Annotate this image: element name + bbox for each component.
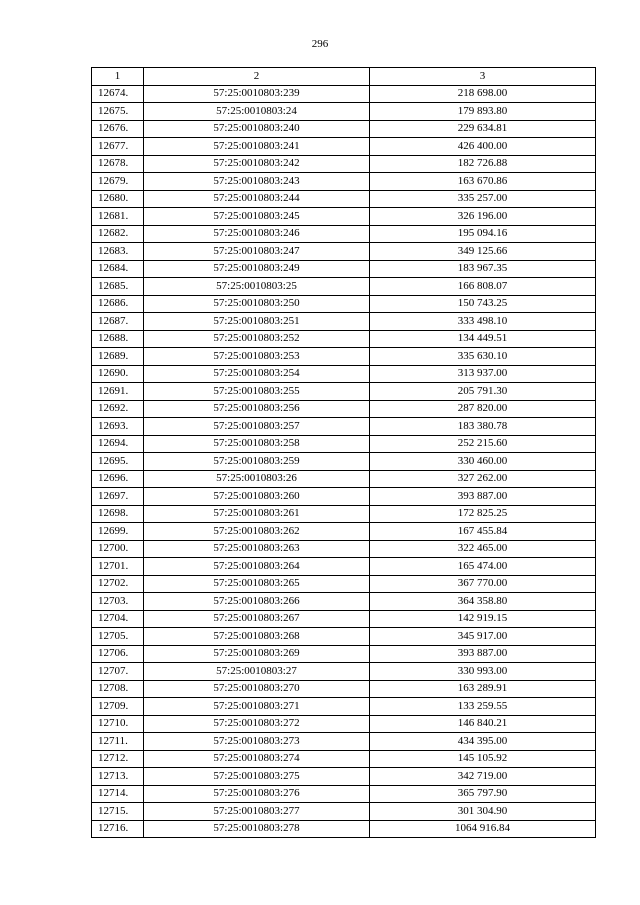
cadastral-value-table [91,67,596,838]
table-row [92,558,596,576]
value-cell: 367 770.00 [370,575,596,593]
row-number-cell: 12687. [92,313,144,331]
cadastral-number-cell: 57:25:0010803:249 [144,260,370,278]
table-row [92,225,596,243]
cadastral-number-cell: 57:25:0010803:240 [144,120,370,138]
row-number-cell: 12705. [92,628,144,646]
row-number-cell: 12674. [92,85,144,103]
row-number-cell: 12712. [92,750,144,768]
page-number: 296 [311,38,329,50]
table-row [92,453,596,471]
table-row [92,190,596,208]
row-number-cell: 12699. [92,523,144,541]
row-number-cell: 12693. [92,418,144,436]
value-cell: 146 840.21 [370,715,596,733]
value-cell: 145 105.92 [370,750,596,768]
cadastral-number-cell: 57:25:0010803:268 [144,628,370,646]
row-number-cell: 12676. [92,120,144,138]
cadastral-number-cell: 57:25:0010803:272 [144,715,370,733]
row-number-cell: 12694. [92,435,144,453]
row-number-cell: 12710. [92,715,144,733]
value-cell: 163 670.86 [370,173,596,191]
table-row [92,820,596,838]
table-row [92,383,596,401]
row-number-cell: 12714. [92,785,144,803]
value-cell: 335 630.10 [370,348,596,366]
row-number-cell: 12713. [92,768,144,786]
cadastral-number-cell: 57:25:0010803:261 [144,505,370,523]
value-cell: 434 395.00 [370,733,596,751]
row-number-cell: 12695. [92,453,144,471]
table-row [92,470,596,488]
value-cell: 179 893.80 [370,103,596,121]
cadastral-number-cell: 57:25:0010803:26 [144,470,370,488]
value-cell: 252 215.60 [370,435,596,453]
cadastral-number-cell: 57:25:0010803:246 [144,225,370,243]
cadastral-number-cell: 57:25:0010803:254 [144,365,370,383]
value-cell: 218 698.00 [370,85,596,103]
row-number-cell: 12711. [92,733,144,751]
column-header-3: 3 [370,68,596,86]
cadastral-number-cell: 57:25:0010803:277 [144,803,370,821]
cadastral-number-cell: 57:25:0010803:253 [144,348,370,366]
cadastral-number-cell: 57:25:0010803:25 [144,278,370,296]
table-row [92,610,596,628]
table-row [92,278,596,296]
row-number-cell: 12698. [92,505,144,523]
cadastral-number-cell: 57:25:0010803:241 [144,138,370,156]
table-row [92,488,596,506]
cadastral-number-cell: 57:25:0010803:273 [144,733,370,751]
column-header-1: 1 [92,68,144,86]
cadastral-number-cell: 57:25:0010803:267 [144,610,370,628]
value-cell: 349 125.66 [370,243,596,261]
value-cell: 330 460.00 [370,453,596,471]
row-number-cell: 12716. [92,820,144,838]
row-number-cell: 12708. [92,680,144,698]
value-cell: 183 967.35 [370,260,596,278]
value-cell: 301 304.90 [370,803,596,821]
table-row [92,628,596,646]
table-row [92,400,596,418]
value-cell: 393 887.00 [370,488,596,506]
table-row [92,120,596,138]
row-number-cell: 12680. [92,190,144,208]
row-number-cell: 12707. [92,663,144,681]
cadastral-number-cell: 57:25:0010803:251 [144,313,370,331]
table-row [92,715,596,733]
table-row [92,768,596,786]
table-row [92,260,596,278]
row-number-cell: 12703. [92,593,144,611]
row-number-cell: 12706. [92,645,144,663]
table-row [92,523,596,541]
row-number-cell: 12704. [92,610,144,628]
cadastral-number-cell: 57:25:0010803:264 [144,558,370,576]
row-number-cell: 12702. [92,575,144,593]
table-body [92,85,596,838]
cadastral-number-cell: 57:25:0010803:27 [144,663,370,681]
table-row [92,313,596,331]
cadastral-number-cell: 57:25:0010803:252 [144,330,370,348]
value-cell: 365 797.90 [370,785,596,803]
header-row [92,68,596,86]
row-number-cell: 12700. [92,540,144,558]
cadastral-number-cell: 57:25:0010803:270 [144,680,370,698]
table-row [92,85,596,103]
row-number-cell: 12683. [92,243,144,261]
table-row [92,295,596,313]
value-cell: 205 791.30 [370,383,596,401]
table-header [92,68,596,86]
cadastral-number-cell: 57:25:0010803:24 [144,103,370,121]
table-row [92,103,596,121]
row-number-cell: 12681. [92,208,144,226]
row-number-cell: 12692. [92,400,144,418]
row-number-cell: 12682. [92,225,144,243]
cadastral-number-cell: 57:25:0010803:274 [144,750,370,768]
row-number-cell: 12691. [92,383,144,401]
table-row [92,733,596,751]
table-row [92,698,596,716]
cadastral-number-cell: 57:25:0010803:262 [144,523,370,541]
row-number-cell: 12689. [92,348,144,366]
table-row [92,365,596,383]
cadastral-number-cell: 57:25:0010803:247 [144,243,370,261]
cadastral-number-cell: 57:25:0010803:239 [144,85,370,103]
value-cell: 142 919.15 [370,610,596,628]
column-header-2: 2 [144,68,370,86]
cadastral-number-cell: 57:25:0010803:260 [144,488,370,506]
cadastral-number-cell: 57:25:0010803:271 [144,698,370,716]
value-cell: 364 358.80 [370,593,596,611]
table-row [92,243,596,261]
value-cell: 167 455.84 [370,523,596,541]
value-cell: 335 257.00 [370,190,596,208]
value-cell: 150 743.25 [370,295,596,313]
cadastral-number-cell: 57:25:0010803:263 [144,540,370,558]
cadastral-number-cell: 57:25:0010803:245 [144,208,370,226]
table-row [92,208,596,226]
value-cell: 313 937.00 [370,365,596,383]
value-cell: 229 634.81 [370,120,596,138]
table-row [92,593,596,611]
cadastral-number-cell: 57:25:0010803:278 [144,820,370,838]
table-row [92,348,596,366]
cadastral-number-cell: 57:25:0010803:275 [144,768,370,786]
row-number-cell: 12675. [92,103,144,121]
value-cell: 182 726.88 [370,155,596,173]
table-row [92,540,596,558]
value-cell: 393 887.00 [370,645,596,663]
cadastral-number-cell: 57:25:0010803:276 [144,785,370,803]
table-row [92,505,596,523]
table-row [92,645,596,663]
cadastral-number-cell: 57:25:0010803:266 [144,593,370,611]
value-cell: 326 196.00 [370,208,596,226]
row-number-cell: 12688. [92,330,144,348]
row-number-cell: 12677. [92,138,144,156]
value-cell: 287 820.00 [370,400,596,418]
value-cell: 166 808.07 [370,278,596,296]
value-cell: 165 474.00 [370,558,596,576]
cadastral-number-cell: 57:25:0010803:256 [144,400,370,418]
value-cell: 333 498.10 [370,313,596,331]
value-cell: 195 094.16 [370,225,596,243]
cadastral-number-cell: 57:25:0010803:259 [144,453,370,471]
row-number-cell: 12685. [92,278,144,296]
row-number-cell: 12679. [92,173,144,191]
cadastral-number-cell: 57:25:0010803:258 [144,435,370,453]
cadastral-number-cell: 57:25:0010803:255 [144,383,370,401]
table-row [92,330,596,348]
value-cell: 327 262.00 [370,470,596,488]
row-number-cell: 12678. [92,155,144,173]
row-number-cell: 12690. [92,365,144,383]
value-cell: 330 993.00 [370,663,596,681]
row-number-cell: 12701. [92,558,144,576]
table-row [92,750,596,768]
table-row [92,418,596,436]
value-cell: 183 380.78 [370,418,596,436]
value-cell: 172 825.25 [370,505,596,523]
value-cell: 342 719.00 [370,768,596,786]
table-row [92,785,596,803]
cadastral-number-cell: 57:25:0010803:243 [144,173,370,191]
table-row [92,138,596,156]
row-number-cell: 12686. [92,295,144,313]
row-number-cell: 12709. [92,698,144,716]
cadastral-number-cell: 57:25:0010803:269 [144,645,370,663]
cadastral-number-cell: 57:25:0010803:244 [144,190,370,208]
row-number-cell: 12715. [92,803,144,821]
row-number-cell: 12696. [92,470,144,488]
value-cell: 1064 916.84 [370,820,596,838]
table-row [92,680,596,698]
table-row [92,435,596,453]
table-row [92,575,596,593]
value-cell: 426 400.00 [370,138,596,156]
cadastral-number-cell: 57:25:0010803:242 [144,155,370,173]
row-number-cell: 12684. [92,260,144,278]
cadastral-number-cell: 57:25:0010803:265 [144,575,370,593]
value-cell: 134 449.51 [370,330,596,348]
row-number-cell: 12697. [92,488,144,506]
value-cell: 322 465.00 [370,540,596,558]
value-cell: 163 289.91 [370,680,596,698]
table-row [92,803,596,821]
table-row [92,155,596,173]
table-row [92,173,596,191]
value-cell: 133 259.55 [370,698,596,716]
value-cell: 345 917.00 [370,628,596,646]
table-row [92,663,596,681]
cadastral-number-cell: 57:25:0010803:250 [144,295,370,313]
cadastral-number-cell: 57:25:0010803:257 [144,418,370,436]
